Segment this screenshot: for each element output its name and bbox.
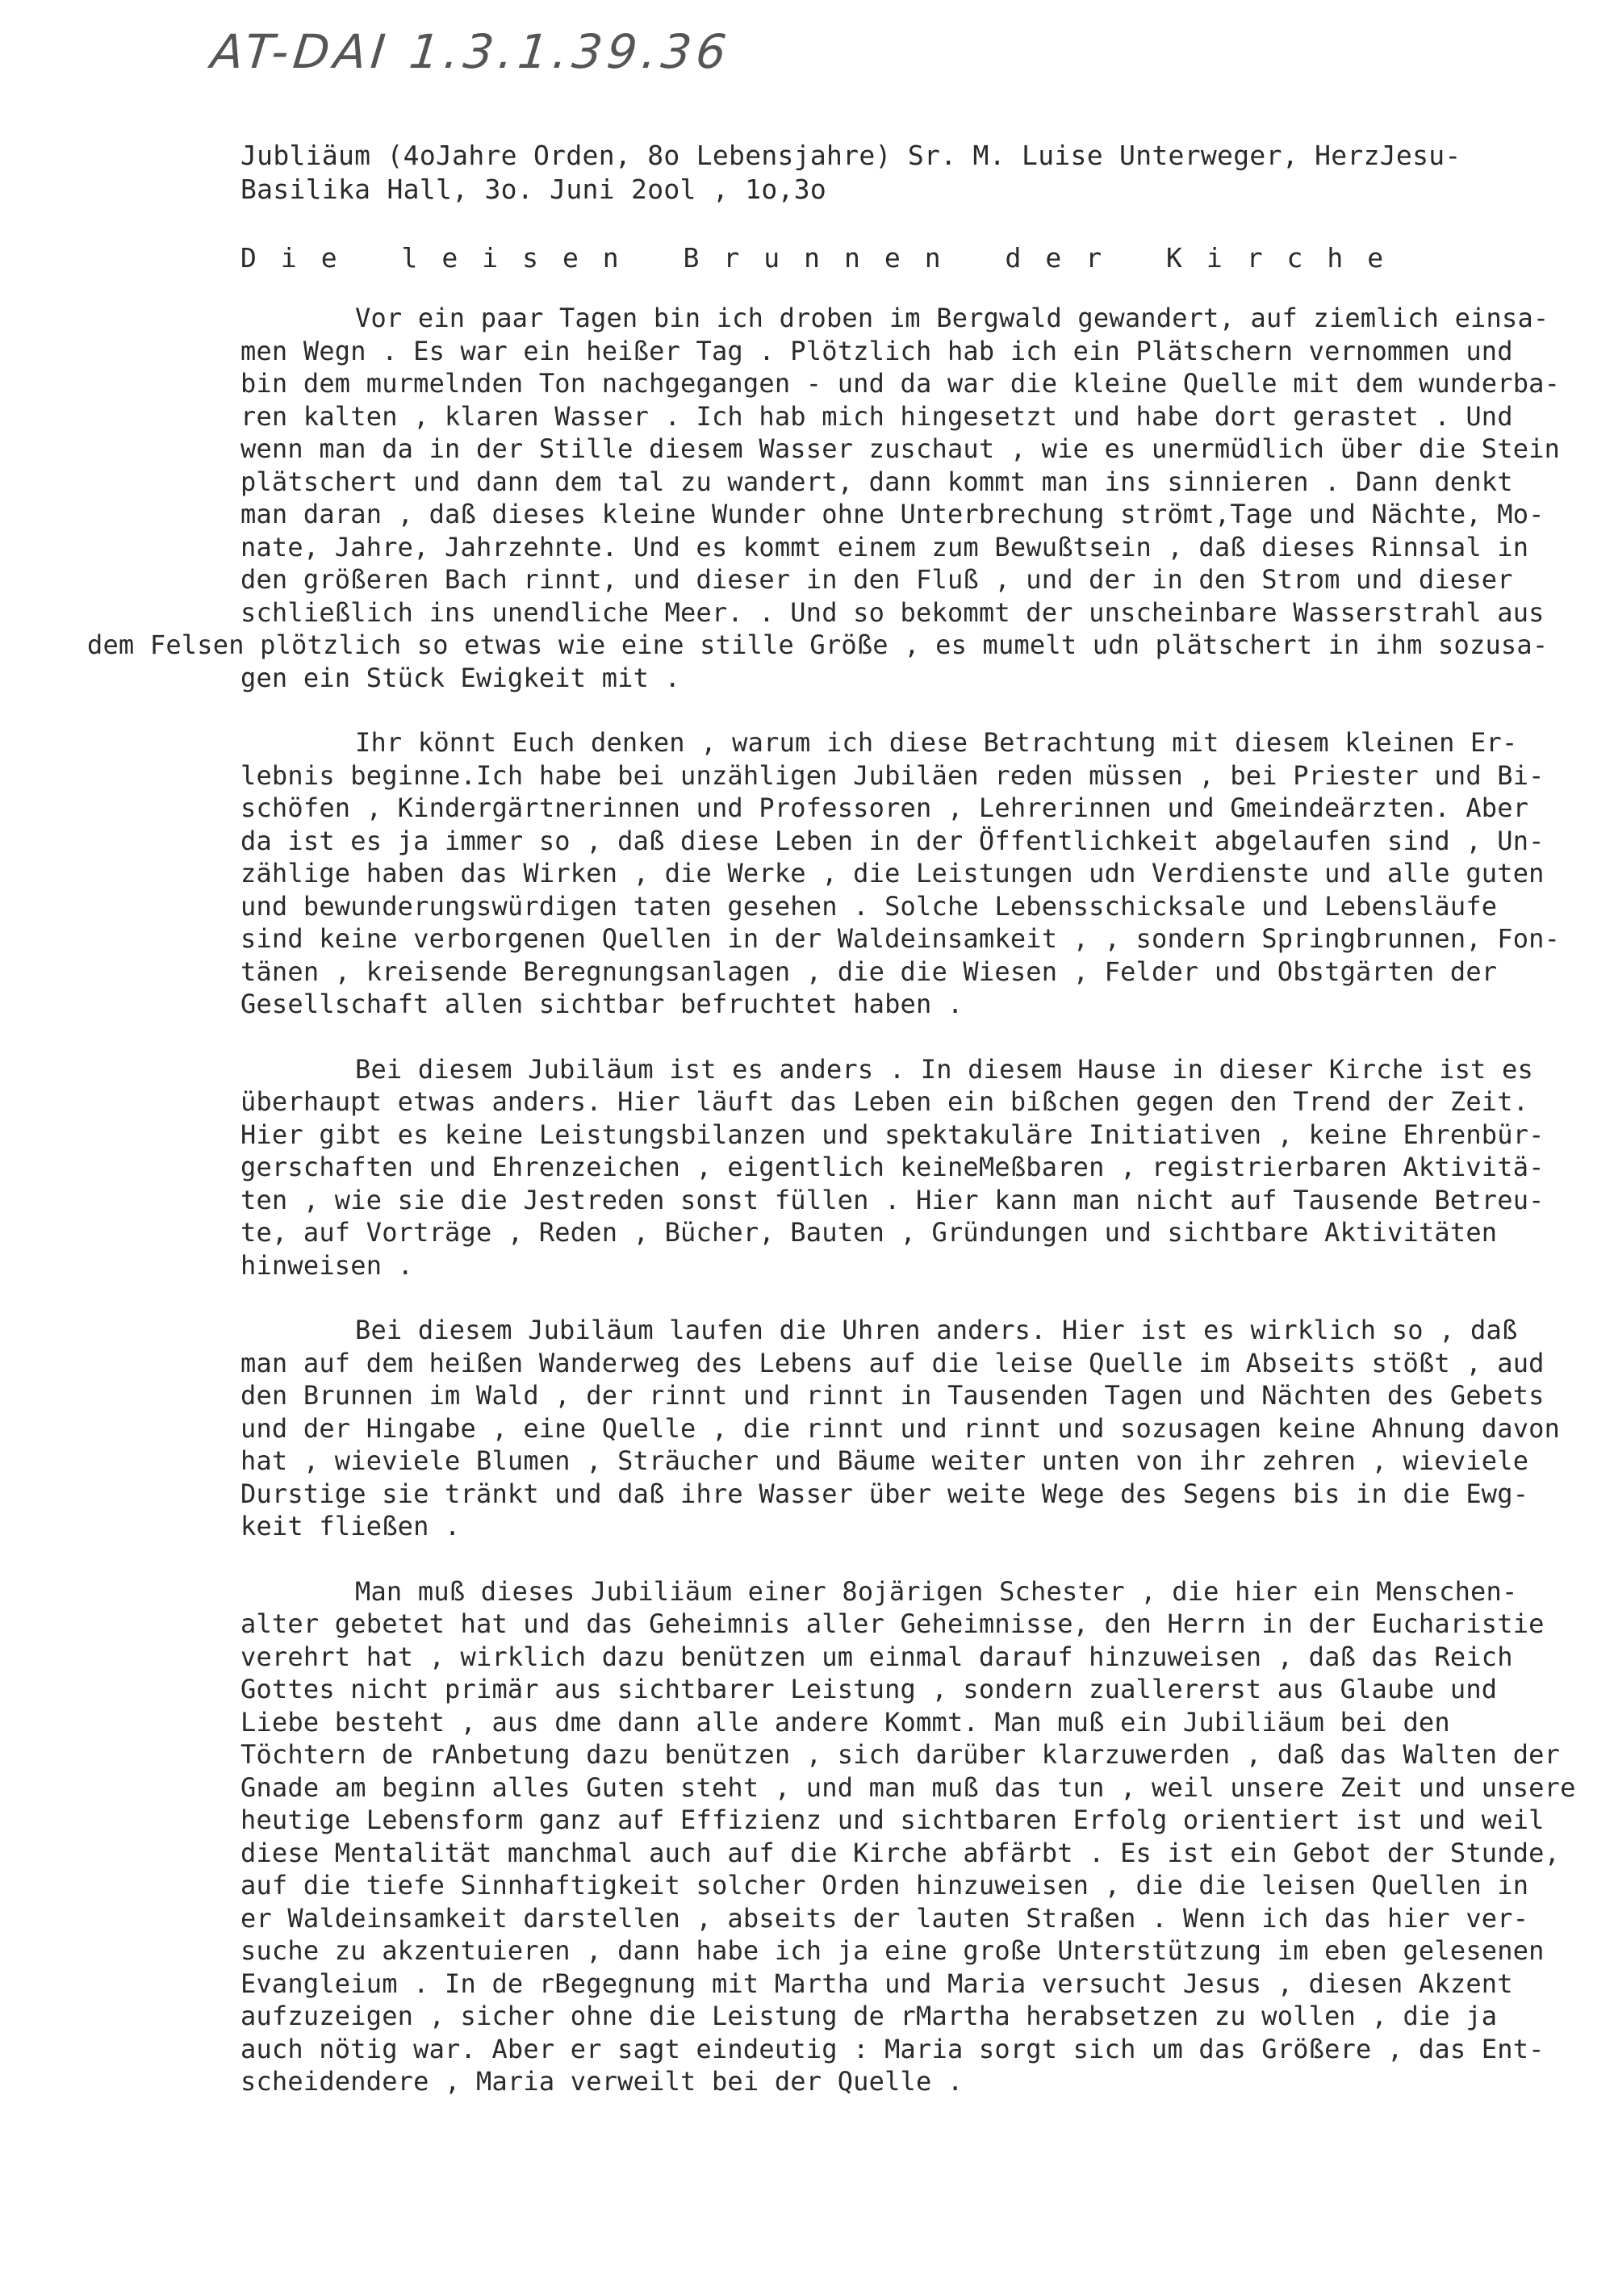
text-line: aufzuzeigen , sicher ohne die Leistung de rMartha herabsetzen zu wollen , die ja — [240, 2001, 1498, 2031]
text-line: Bei diesem Jubiläum ist es anders . In diesem Hause in dieser Kirche ist es — [355, 1053, 1533, 1085]
text-line: hat , wieviele Blumen , Sträucher und Bäume weiter unten von ihr zehren , wieviele — [240, 1445, 1529, 1476]
text-line: Bei diesem Jubiläum laufen die Uhren anders. Hier ist es wirklich so , daß — [355, 1315, 1518, 1345]
text-line: gen ein Stück Ewigkeit mit . — [240, 662, 681, 693]
text-line: den Brunnen im Wald , der rinnt und rinnt in Tausenden Tagen und Nächten des Gebets — [240, 1380, 1545, 1411]
document-body — [87, 302, 1576, 2131]
paragraph-1 — [87, 302, 1572, 694]
text-line: Liebe besteht , aus dme dann alle andere Kommt. Man muß ein Jubiliäum bei den — [240, 1706, 1450, 1738]
text-line: sind keine verborgenen Quellen in der Waldeinsamkeit , , sondern Springbrunnen, Fon- — [240, 923, 1561, 954]
text-line: man daran , daß dieses kleine Wunder ohne Unterbrechung strömt,Tage und Nächte, Mo- — [240, 499, 1545, 529]
text-line: und der Hingabe , eine Quelle , die rinnt und rinnt und sozusagen keine Ahnung davon — [240, 1412, 1561, 1444]
text-line: Töchtern de rAnbetung dazu benützen , sich darüber klarzuwerden , daß das Walten der — [240, 1739, 1561, 1770]
text-line: Man muß dieses Jubiliäum einer 8ojärigen Schester , die hier ein Menschen- — [355, 1575, 1518, 1607]
text-line: schöfen , Kindergärtnerinnen und Professoren , Lehrerinnen und Gmeindeärzten. Aber — [240, 793, 1529, 823]
text-line: überhaupt etwas anders. Hier läuft das Leben ein bißchen gegen den Trend der Zeit. — [240, 1086, 1529, 1117]
text-line: suche zu akzentuieren , dann habe ich ja eine große Unterstützung im eben gelesenen — [240, 1935, 1545, 1966]
text-line: er Waldeinsamkeit darstellen , abseits der lauten Straßen . Wenn ich das hier ver- — [240, 1902, 1529, 1934]
text-line: auch nötig war. Aber er sagt eindeutig : Maria sorgt sich um das Größere , das Ent- — [240, 2033, 1545, 2064]
text-line: Evangleium . In de rBegegnung mit Martha und Maria versucht Jesus , diesen Akzent — [240, 1968, 1513, 1999]
text-line: hinweisen . — [240, 1249, 414, 1281]
text-line: Gesellschaft allen sichtbar befruchtet haben . — [240, 989, 964, 1019]
text-line: zählige haben das Wirken , die Werke , die Leistungen udn Verdienste und alle guten — [240, 858, 1545, 889]
archive-reference-handwritten: AT-DAI 1.3.1.39.36 — [208, 24, 734, 79]
text-line: keit fließen . — [240, 1511, 461, 1541]
text-line: Durstige sie tränkt und daß ihre Wasser über weite Wege des Segens bis in die Ewg- — [240, 1478, 1529, 1509]
text-line: man auf dem heißen Wanderweg des Lebens auf die leise Quelle im Abseits stößt , aud — [240, 1347, 1545, 1378]
text-line: Gottes nicht primär aus sichtbarer Leistung , sondern zuallererst aus Glaube und — [240, 1674, 1498, 1704]
text-line: plätschert und dann dem tal zu wandert, dann kommt man ins sinnieren . Dann denkt — [240, 466, 1513, 497]
paragraph-3 — [240, 1053, 1572, 1282]
text-line: da ist es ja immer so , daß diese Leben in der Öffentlichkeit abgelaufen sind , Un- — [240, 825, 1545, 856]
text-line: ten , wie sie die Jestreden sonst füllen . Hier kann man nicht auf Tausende Betreu- — [240, 1184, 1545, 1215]
text-line: Ihr könnt Euch denken , warum ich diese Betrachtung mit diesem kleinen Er- — [355, 727, 1518, 758]
text-line: nate, Jahre, Jahrzehnte. Und es kommt einem zum Bewußtsein , daß dieses Rinnsal in — [240, 531, 1529, 562]
text-line: gerschaften und Ehrenzeichen , eigentlich keineMeßbaren , registrierbaren Aktivitä- — [240, 1152, 1545, 1182]
text-line: lebnis beginne.Ich habe bei unzähligen Jubiläen reden müssen , bei Priester und Bi- — [240, 759, 1545, 791]
text-line: ren kalten , klaren Wasser . Ich hab mich hingesetzt und habe dort gerastet . Und — [240, 400, 1513, 432]
text-line: und bewunderungswürdigen taten gesehen . Solche Lebensschicksale und Lebensläufe — [240, 890, 1498, 922]
text-line: auf die tiefe Sinnhaftigkeit solcher Orden hinzuweisen , die die leisen Quellen in — [240, 1870, 1529, 1901]
text-line: Hier gibt es keine Leistungsbilanzen und spektakuläre Initiativen , keine Ehrenbür- — [240, 1119, 1545, 1150]
text-line: Gnade am beginn alles Guten steht , und man muß das tun , weil unsere Zeit und unsere — [240, 1771, 1576, 1803]
document-title: Die leisen Brunnen der Kirche — [240, 242, 1408, 274]
text-line: schließlich ins unendliche Meer. . Und so bekommt der unscheinbare Wasserstrahl aus — [240, 596, 1545, 628]
text-line: den größeren Bach rinnt, und dieser in den Fluß , und der in den Strom und dieser — [240, 564, 1513, 595]
paragraph-2 — [240, 726, 1572, 1021]
paragraph-4 — [240, 1314, 1572, 1543]
heading-line: Basilika Hall, 3o. Juni 2ool , 1o,3o — [240, 174, 827, 205]
text-line: tänen , kreisende Beregnungsanlagen , die die Wiesen , Felder und Obstgärten der — [240, 956, 1498, 987]
text-line: bin dem murmelnden Ton nachgegangen - und da war die kleine Quelle mit dem wunderba- — [240, 368, 1561, 399]
text-line: men Wegn . Es war ein heißer Tag . Plötzlich hab ich ein Plätschern vernommen und — [240, 335, 1513, 366]
text-line: alter gebetet hat und das Geheimnis aller Geheimnisse, den Herrn in der Eucharistie — [240, 1608, 1545, 1639]
paragraph-5 — [240, 1575, 1576, 2098]
text-line: verehrt hat , wirklich dazu benützen um einmal darauf hinzuweisen , daß das Reich — [240, 1641, 1513, 1672]
document-heading — [240, 139, 1564, 207]
text-line: dem Felsen plötzlich so etwas wie eine stille Größe , es mumelt udn plätschert in ihm sozusa- — [87, 629, 1549, 660]
text-line: diese Mentalität manchmal auch auf die Kirche abfärbt . Es ist ein Gebot der Stunde, — [240, 1837, 1561, 1868]
text-line: Vor ein paar Tagen bin ich droben im Bergwald gewandert, auf ziemlich einsa- — [355, 303, 1549, 333]
text-line: scheidendere , Maria verweilt bei der Quelle . — [240, 2066, 964, 2097]
heading-line: Jubliäum (4oJahre Orden, 8o Lebensjahre) Sr. M. Luise Unterweger, HerzJesu- — [240, 140, 1461, 171]
text-line: heutige Lebensform ganz auf Effizienz und sichtbaren Erfolg orientiert ist und weil — [240, 1805, 1545, 1835]
text-line: wenn man da in der Stille diesem Wasser zuschaut , wie es unermüdlich über die Stein — [240, 433, 1561, 464]
text-line: te, auf Vorträge , Reden , Bücher, Bauten , Gründungen und sichtbare Aktivitäten — [240, 1217, 1498, 1248]
